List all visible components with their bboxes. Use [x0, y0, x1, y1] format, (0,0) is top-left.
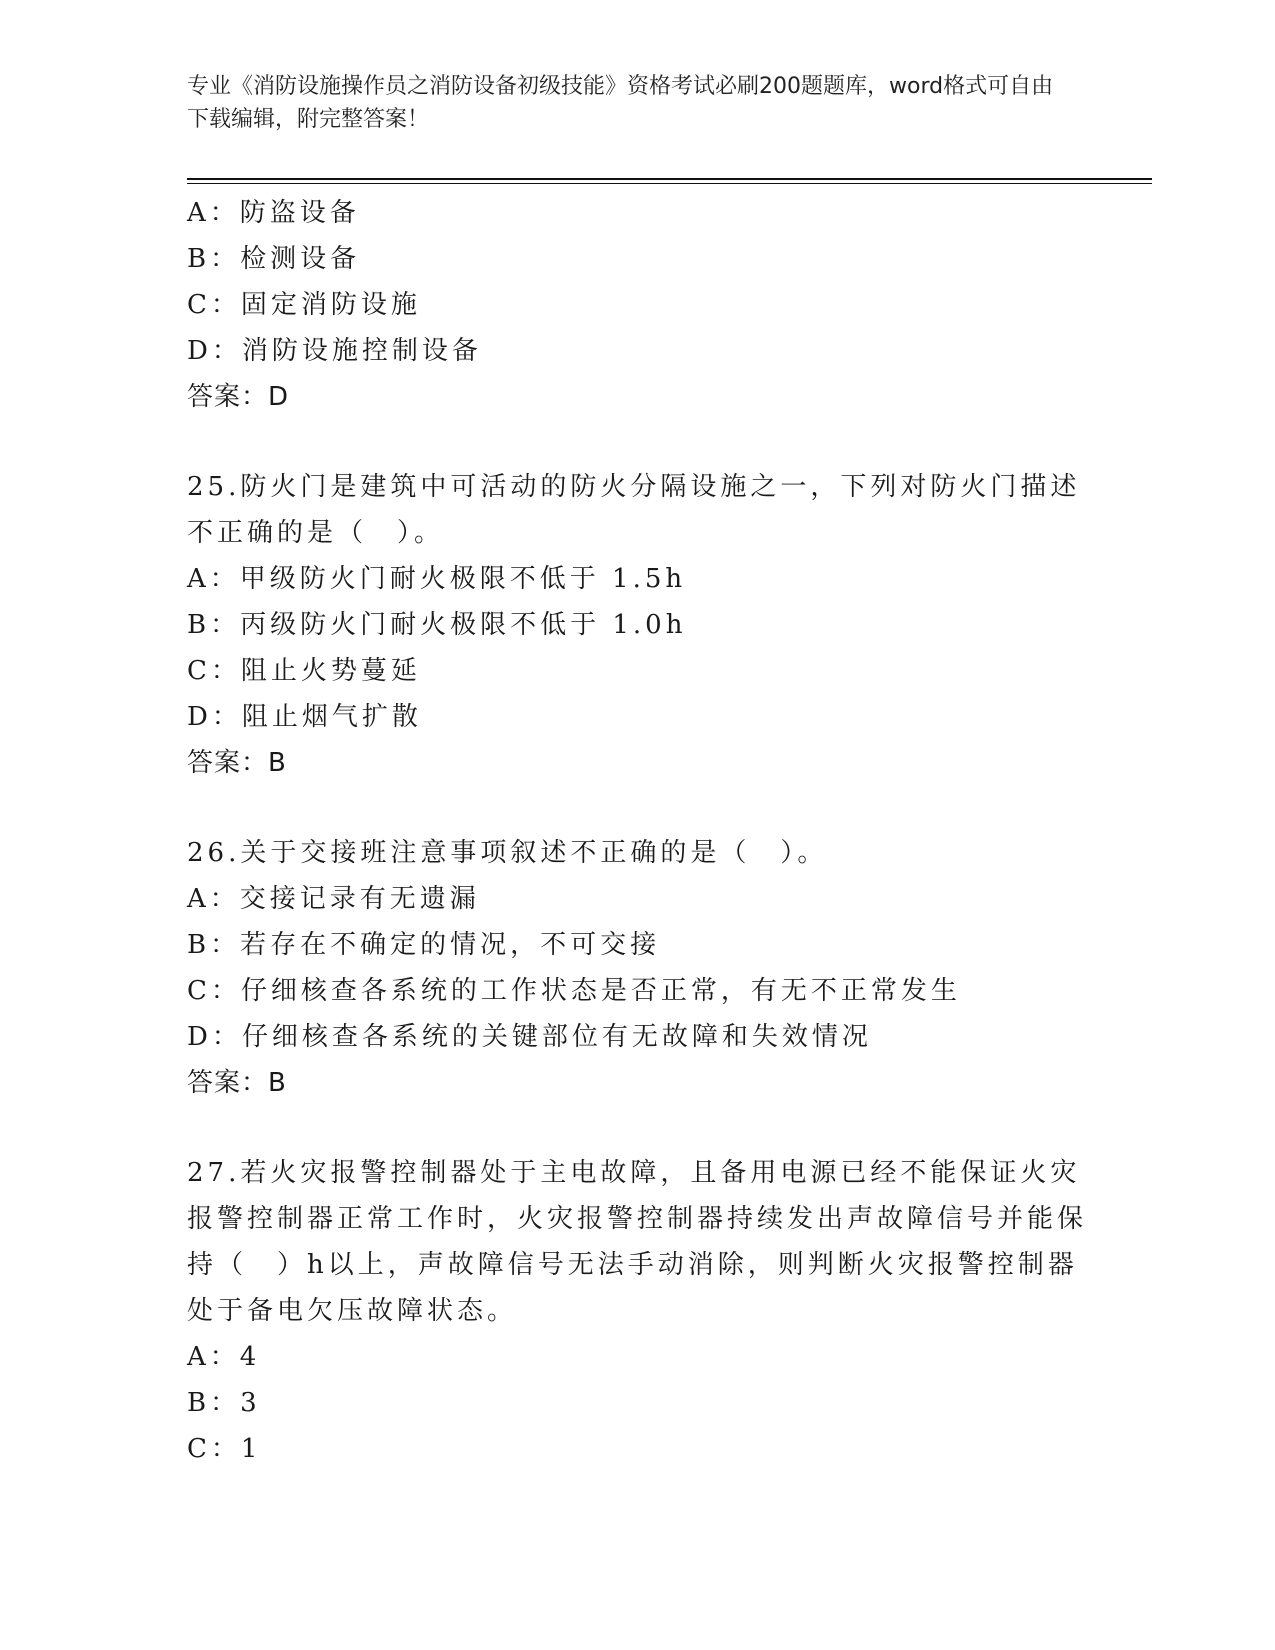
option-b: B：丙级防火门耐火极限不低于 1.0h	[187, 610, 687, 640]
option-a: A：甲级防火门耐火极限不低于 1.5h	[187, 564, 687, 594]
option-b: B：若存在不确定的情况，不可交接	[187, 930, 661, 960]
question-block-27	[187, 1150, 1087, 1472]
option-a: A：防盗设备	[187, 198, 360, 228]
question-block-26	[187, 830, 1087, 1106]
option-b: B：3	[187, 1388, 261, 1418]
answer-line: 答案：D	[187, 382, 290, 412]
question-stem: 26.关于交接班注意事项叙述不正确的是（ ）。	[187, 838, 828, 868]
document-header: 专业《消防设施操作员之消防设备初级技能》资格考试必刷200题题库，word格式可自由下载编辑，附完整答案！	[187, 74, 1054, 132]
question-block-25	[187, 464, 1087, 786]
option-c: C：仔细核查各系统的工作状态是否正常，有无不正常发生	[187, 976, 961, 1006]
option-a: A：交接记录有无遗漏	[187, 884, 480, 914]
question-stem: 27.若火灾报警控制器处于主电故障，且备用电源已经不能保证火灾报警控制器正常工作时，火灾报警控制器持续发出声故障信号并能保持（ ）h以上，声故障信号无法手动消除，则判断火灾报警控制器处于备电欠压故障状态。	[187, 1158, 1088, 1326]
option-d: D：消防设施控制设备	[187, 336, 482, 366]
header-divider-thin	[187, 183, 1152, 184]
option-a: A：4	[187, 1342, 261, 1372]
answer-line: 答案：B	[187, 748, 287, 778]
option-d: D：阻止烟气扩散	[187, 702, 422, 732]
question-stem: 25.防火门是建筑中可活动的防火分隔设施之一，下列对防火门描述不正确的是（ ）。	[187, 472, 1081, 548]
option-c: C：阻止火势蔓延	[187, 656, 421, 686]
option-c: C：固定消防设施	[187, 290, 421, 320]
question-list	[187, 190, 1087, 1472]
question-block-prev	[187, 190, 1087, 420]
option-d: D：仔细核查各系统的关键部位有无故障和失效情况	[187, 1022, 872, 1052]
answer-line: 答案：B	[187, 1068, 287, 1098]
option-c: C：1	[187, 1434, 262, 1464]
option-b: B：检测设备	[187, 244, 361, 274]
header-divider	[187, 178, 1152, 180]
